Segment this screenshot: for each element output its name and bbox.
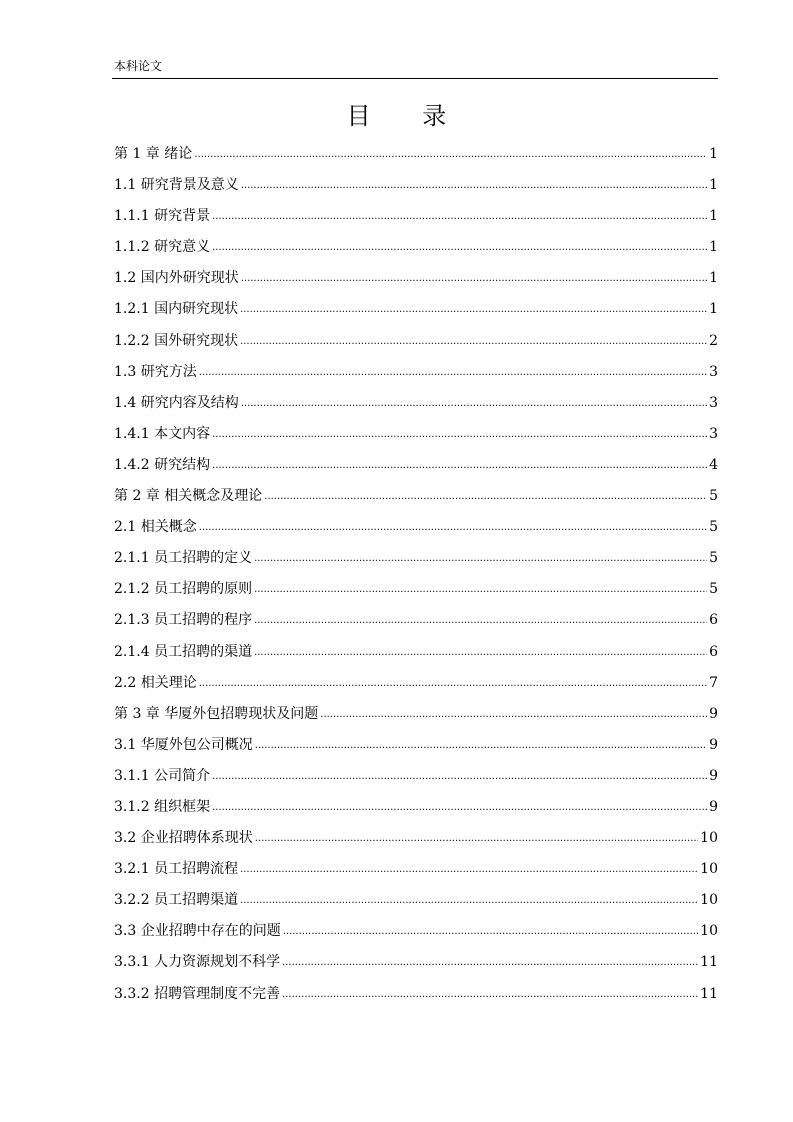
toc-entry[interactable] <box>114 885 718 916</box>
toc-entry-title: 1.1 研究背景及意义 <box>114 177 239 194</box>
toc-dot-leader <box>199 356 707 388</box>
toc-entry-title: 1.1.1 研究背景 <box>114 208 211 225</box>
toc-entry-page-number: 10 <box>700 830 718 847</box>
toc-entry-page-number: 1 <box>709 270 718 287</box>
toc-entry-title: 1.4.2 研究结构 <box>114 456 211 473</box>
toc-dot-leader <box>282 978 698 1010</box>
header-divider <box>112 78 718 79</box>
toc-entry-page-number: 3 <box>709 363 718 380</box>
toc-entry-page-number: 3 <box>709 425 718 442</box>
toc-entry-title: 第 1 章 绪论 <box>114 146 193 162</box>
toc-dot-leader <box>241 169 707 201</box>
toc-entry-page-number: 10 <box>700 923 718 940</box>
toc-dot-leader <box>212 791 707 823</box>
toc-entry-title: 3.3 企业招聘中存在的问题 <box>114 923 281 940</box>
toc-entry[interactable] <box>114 419 718 450</box>
toc-entry-title: 3.1.2 组织框架 <box>114 798 211 815</box>
toc-entry-page-number: 9 <box>709 798 718 815</box>
toc-dot-leader <box>240 853 698 885</box>
toc-entry-page-number: 9 <box>709 736 718 753</box>
toc-entry[interactable] <box>114 947 718 978</box>
toc-dot-leader <box>199 667 707 699</box>
toc-dot-leader <box>212 200 707 232</box>
toc-entry-page-number: 5 <box>709 488 718 505</box>
toc-entry-title: 1.1.2 研究意义 <box>114 239 211 256</box>
toc-entry[interactable] <box>114 668 718 699</box>
toc-dot-leader <box>212 760 707 792</box>
toc-entry[interactable] <box>114 139 718 170</box>
toc-entry-page-number: 1 <box>709 301 718 318</box>
toc-entry-page-number: 11 <box>700 954 718 971</box>
toc-entry[interactable] <box>114 201 718 232</box>
toc-dot-leader <box>254 636 707 668</box>
toc-entry-title: 1.4.1 本文内容 <box>114 425 211 442</box>
toc-dot-leader <box>194 138 707 170</box>
toc-dot-leader <box>212 418 707 450</box>
toc-entry[interactable] <box>114 979 718 1010</box>
toc-dot-leader <box>212 231 707 263</box>
toc-dot-leader <box>264 480 707 512</box>
toc-entry-title: 2.1.1 员工招聘的定义 <box>114 550 253 567</box>
toc-entry[interactable] <box>114 294 718 325</box>
toc-entry-title: 3.2 企业招聘体系现状 <box>114 830 253 847</box>
toc-entry[interactable] <box>114 543 718 574</box>
toc-entry-page-number: 3 <box>709 394 718 411</box>
toc-entry-title: 2.1.4 员工招聘的渠道 <box>114 643 253 660</box>
toc-entry-title: 3.2.2 员工招聘渠道 <box>114 892 239 909</box>
toc-entry-title: 3.1 华厦外包公司概况 <box>114 736 253 753</box>
toc-entry-page-number: 1 <box>709 177 718 194</box>
toc-entry-page-number: 5 <box>709 550 718 567</box>
toc-entry-page-number: 6 <box>709 643 718 660</box>
toc-entry-page-number: 6 <box>709 612 718 629</box>
toc-entry[interactable] <box>114 916 718 947</box>
toc-entry-title: 1.4 研究内容及结构 <box>114 394 239 411</box>
toc-dot-leader <box>254 604 707 636</box>
toc-dot-leader <box>254 542 707 574</box>
toc-entry[interactable] <box>114 730 718 761</box>
toc-entry[interactable] <box>114 388 718 419</box>
toc-entry[interactable] <box>114 357 718 388</box>
toc-entry-title: 2.2 相关理论 <box>114 674 197 691</box>
toc-dot-leader <box>254 573 707 605</box>
toc-entry-page-number: 9 <box>709 767 718 784</box>
toc-entry[interactable] <box>114 792 718 823</box>
toc-list <box>114 139 718 1010</box>
toc-entry-title: 第 2 章 相关概念及理论 <box>114 488 263 505</box>
toc-entry-page-number: 10 <box>700 892 718 909</box>
page-header-label: 本科论文 <box>114 59 163 73</box>
toc-entry-title: 3.3.2 招聘管理制度不完善 <box>114 985 281 1002</box>
toc-entry[interactable] <box>114 263 718 294</box>
toc-entry-page-number: 5 <box>709 519 718 536</box>
toc-dot-leader <box>255 729 707 761</box>
toc-dot-leader <box>240 884 698 916</box>
toc-entry-title: 1.2.1 国内研究现状 <box>114 301 239 318</box>
toc-entry[interactable] <box>114 574 718 605</box>
toc-entry-title: 1.2.2 国外研究现状 <box>114 332 239 349</box>
toc-title: 目 录 <box>346 102 469 130</box>
toc-entry-page-number: 2 <box>709 332 718 349</box>
toc-entry-page-number: 11 <box>700 985 718 1002</box>
toc-entry-title: 3.1.1 公司简介 <box>114 767 211 784</box>
toc-dot-leader <box>283 915 698 947</box>
toc-dot-leader <box>199 511 707 543</box>
toc-entry[interactable] <box>114 699 718 730</box>
toc-entry-page-number: 4 <box>709 456 718 473</box>
toc-entry-page-number: 1 <box>709 239 718 256</box>
toc-entry-title: 2.1 相关概念 <box>114 519 197 536</box>
toc-entry-title: 3.3.1 人力资源规划不科学 <box>114 954 281 971</box>
toc-dot-leader <box>240 293 707 325</box>
toc-entry-page-number: 7 <box>709 674 718 691</box>
toc-entry-page-number: 1 <box>709 208 718 225</box>
toc-entry[interactable] <box>114 761 718 792</box>
toc-entry-page-number: 9 <box>709 705 718 722</box>
toc-dot-leader <box>255 822 698 854</box>
toc-entry[interactable] <box>114 481 718 512</box>
toc-entry[interactable] <box>114 170 718 201</box>
toc-entry[interactable] <box>114 637 718 668</box>
toc-entry-title: 1.3 研究方法 <box>114 363 197 380</box>
toc-entry-title: 1.2 国内外研究现状 <box>114 270 239 287</box>
toc-dot-leader <box>212 449 707 481</box>
toc-entry[interactable] <box>114 450 718 481</box>
toc-dot-leader <box>282 946 698 978</box>
toc-entry[interactable] <box>114 823 718 854</box>
toc-entry[interactable] <box>114 854 718 885</box>
toc-entry-page-number: 10 <box>700 861 718 878</box>
toc-entry[interactable] <box>114 512 718 543</box>
toc-dot-leader <box>241 387 707 419</box>
toc-entry[interactable] <box>114 326 718 357</box>
toc-entry[interactable] <box>114 232 718 263</box>
toc-dot-leader <box>241 262 707 294</box>
toc-entry[interactable] <box>114 605 718 636</box>
toc-entry-page-number: 5 <box>709 581 718 598</box>
toc-entry-title: 2.1.2 员工招聘的原则 <box>114 581 253 598</box>
toc-dot-leader <box>320 698 707 730</box>
toc-dot-leader <box>240 325 707 357</box>
toc-entry-title: 3.2.1 员工招聘流程 <box>114 861 239 878</box>
toc-entry-page-number: 1 <box>709 146 718 162</box>
toc-entry-title: 2.1.3 员工招聘的程序 <box>114 612 253 629</box>
toc-entry-title: 第 3 章 华厦外包招聘现状及问题 <box>114 705 319 722</box>
